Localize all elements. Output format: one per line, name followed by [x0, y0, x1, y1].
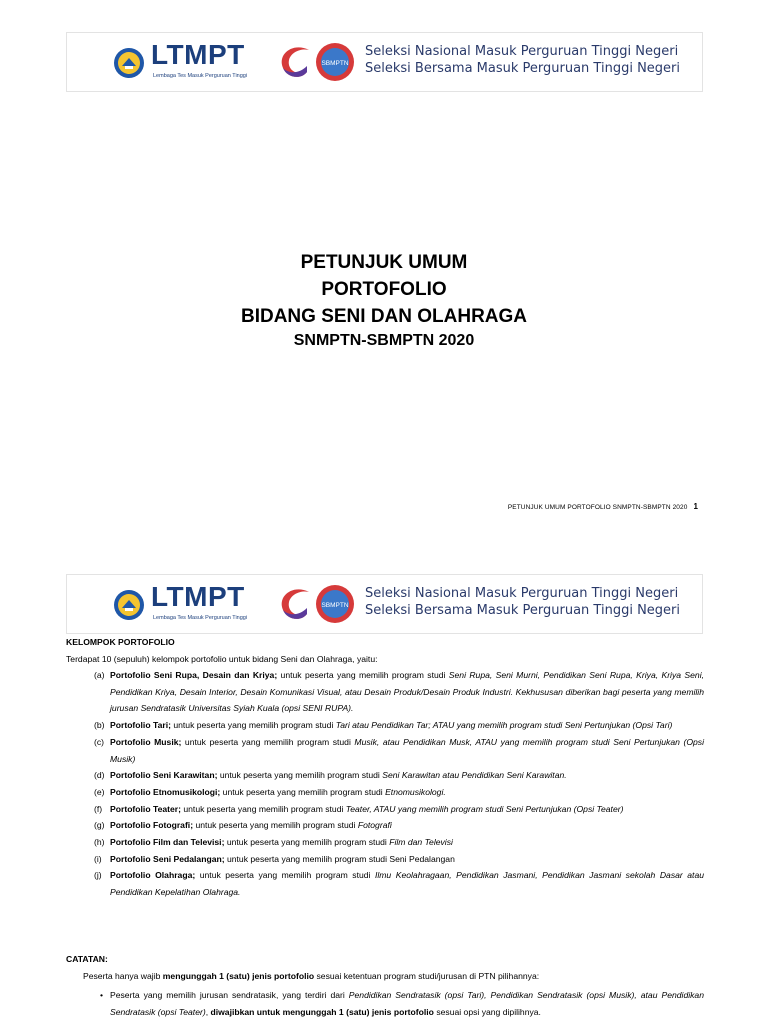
- list-item: [66, 867, 704, 900]
- header-line-2: Seleksi Bersama Masuk Perguruan Tinggi Negeri: [365, 61, 680, 76]
- bullet-text-bold: diwajibkan untuk mengunggah 1 (satu) jenis portofolio: [210, 1006, 434, 1017]
- list-item: [66, 734, 704, 767]
- ltmpt-subtitle: Lembaga Tes Masuk Perguruan Tinggi: [153, 73, 248, 79]
- header-banner-page-2: [66, 574, 703, 634]
- list-item-text: untuk peserta yang memilih program studi: [217, 770, 383, 781]
- ltmpt-subtitle: Lembaga Tes Masuk Perguruan Tinggi: [153, 615, 248, 621]
- sbmptn-logo-icon: [315, 584, 355, 624]
- list-item-label: (f): [94, 803, 103, 814]
- list-item-text: untuk peserta yang memilih program studi: [195, 870, 375, 881]
- list-item: [66, 851, 704, 868]
- list-item-italic: Tari atau Pendidikan Tar; ATAU yang memilih program studi Seni Pertunjukan (Opsi Tari): [335, 720, 673, 731]
- cover-title-2: PORTOFOLIO: [321, 279, 447, 300]
- list-item-name: Portofolio Fotografi;: [110, 820, 194, 831]
- header-text: [365, 585, 680, 619]
- footer-text: PETUNJUK UMUM PORTOFOLIO SNMPTN-SBMPTN 2020: [507, 504, 688, 511]
- list-item-label: (h): [94, 837, 105, 848]
- kemdikbud-logo-icon: [113, 47, 145, 79]
- cover-title-1: PETUNJUK UMUM: [300, 252, 468, 273]
- list-item-text: untuk peserta yang memilih program studi: [220, 786, 386, 797]
- list-item-italic: Seni Rupa, Seni Murni, Pendidikan Seni Rupa, Kriya, Kriya Seni, Pendidikan Kriya, Desain Interior, Desain Komunikasi Visual, atau Desain Produk/Desain Produk Industri. Kekhususan diberikan bagi peserta yang memilih jurusan Sendratasik Universitas Syiah Kuala (opsi SENI RUPA).: [110, 670, 704, 714]
- list-item-label: (c): [94, 736, 105, 747]
- list-item-text: untuk peserta yang memilih program studi: [224, 837, 390, 848]
- ltmpt-logo-text: LTMPT: [151, 581, 245, 612]
- list-item-label: (a): [94, 670, 105, 680]
- kelompok-intro: Terdapat 10 (sepuluh) kelompok portofolio untuk bidang Seni dan Olahraga, yaitu:: [66, 654, 378, 664]
- page-number: 1: [693, 502, 698, 511]
- svg-text:SBMPTN: SBMPTN: [321, 60, 349, 67]
- list-item-label: (i): [94, 853, 102, 864]
- bullet-text-post: sesuai opsi yang dipilihnya.: [433, 1006, 541, 1017]
- header-line-1: Seleksi Nasional Masuk Perguruan Tinggi Negeri: [365, 586, 679, 601]
- list-item-italic: Etnomusikologi.: [385, 786, 446, 797]
- catatan-bullet: [66, 987, 704, 1020]
- ltmpt-logo-text: LTMPT: [151, 39, 245, 70]
- list-item-name: Portofolio Seni Pedalangan;: [110, 853, 225, 864]
- list-item-label: (b): [94, 720, 105, 731]
- list-item-italic: Teater, ATAU yang memilih program studi Seni Pertunjukan (Opsi Teater): [345, 803, 624, 814]
- list-item-name: Portofolio Seni Karawitan;: [110, 770, 218, 781]
- list-item: [66, 767, 704, 784]
- list-item: [66, 801, 704, 818]
- cover-title-4: SNMPTN-SBMPTN 2020: [293, 332, 475, 349]
- list-item-name: Portofolio Musik;: [110, 736, 182, 747]
- sbmptn-logo-icon: [315, 42, 355, 82]
- list-item-italic: Fotografi: [357, 820, 392, 831]
- list-item-italic: Musik, atau Pendidikan Musk, ATAU yang memilih program studi Seni Pertunjukan (Opsi Musik): [110, 736, 704, 764]
- list-item-text: untuk peserta yang memilih program studi: [193, 820, 358, 831]
- header-line-2: Seleksi Bersama Masuk Perguruan Tinggi Negeri: [365, 603, 680, 618]
- catatan-text-pre: Peserta hanya wajib: [83, 971, 163, 981]
- list-item-label: (g): [94, 820, 105, 831]
- list-item-text: untuk peserta yang memilih program studi Seni Pedalangan: [224, 853, 455, 864]
- catatan-heading: CATATAN:: [66, 954, 108, 964]
- header-banner: [66, 32, 703, 92]
- list-item-name: Portofolio Film dan Televisi;: [110, 837, 225, 848]
- list-item-italic: Seni Karawitan atau Pendidikan Seni Karawitan.: [382, 770, 567, 781]
- list-item-label: (e): [94, 786, 105, 797]
- cover-title-3: BIDANG SENI DAN OLAHRAGA: [240, 306, 528, 327]
- kelompok-heading: KELOMPOK PORTOFOLIO: [66, 637, 175, 647]
- list-item-italic: Ilmu Keolahragaan, Pendidikan Jasmani, Pendidikan Jasmani sekolah Dasar atau Pendidikan Kepelatihan Olahraga.: [110, 870, 705, 898]
- list-item: [66, 717, 704, 734]
- list-item: [66, 784, 704, 801]
- catatan-text-post: sesuai ketentuan program studi/jurusan di PTN pilihannya:: [314, 971, 540, 981]
- page-footer: [508, 502, 698, 511]
- list-item-text: untuk peserta yang memilih program studi: [170, 720, 336, 731]
- catatan-text: [66, 968, 704, 985]
- bullet-text-pre: Peserta yang memilih jurusan sendratasik, yang terdiri dari: [110, 990, 349, 1000]
- list-item-label: (d): [94, 770, 105, 781]
- list-item: [66, 817, 704, 834]
- list-item-name: Portofolio Olahraga;: [110, 870, 196, 881]
- swirl-logo-icon: [273, 582, 317, 626]
- list-item: [66, 834, 704, 851]
- svg-text:SBMPTN: SBMPTN: [321, 602, 349, 609]
- swirl-logo-icon: [273, 40, 317, 84]
- header-line-1: Seleksi Nasional Masuk Perguruan Tinggi Negeri: [365, 44, 679, 59]
- list-item: [66, 667, 704, 717]
- list-item-name: Portofolio Tari;: [110, 720, 171, 731]
- portfolio-list: [66, 667, 704, 901]
- list-item-italic: Film dan Televisi: [389, 837, 453, 848]
- list-item-name: Portofolio Seni Rupa, Desain dan Kriya;: [110, 670, 278, 680]
- list-item-name: Portofolio Etnomusikologi;: [110, 786, 221, 797]
- list-item-name: Portofolio Teater;: [110, 803, 181, 814]
- list-item-text: untuk peserta yang memilih program studi: [181, 736, 355, 747]
- bullet-dot-icon: •: [100, 990, 104, 1000]
- bullet-text-mid: ,: [205, 1006, 211, 1017]
- list-item-text: untuk peserta yang memilih program studi: [277, 670, 449, 680]
- list-item-label: (j): [94, 870, 102, 881]
- catatan-text-bold: mengunggah 1 (satu) jenis portofolio: [162, 971, 315, 981]
- bullet-text-italic: Pendidikan Sendratasik (opsi Tari), Pendidikan Sendratasik (opsi Musik), atau Pendidikan Sendratasik (opsi Teater): [110, 990, 704, 1017]
- list-item-text: untuk peserta yang memilih program studi: [180, 803, 346, 814]
- header-text: [365, 43, 680, 77]
- kemdikbud-logo-icon: [113, 589, 145, 621]
